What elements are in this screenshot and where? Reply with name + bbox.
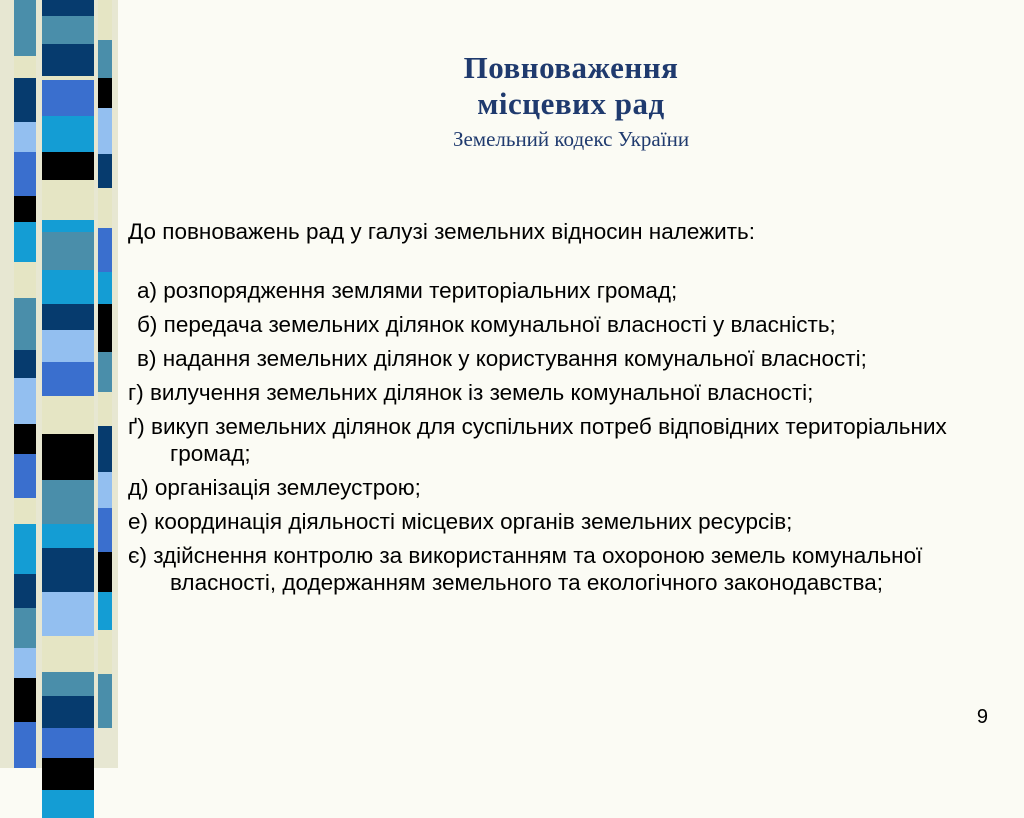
- title-line-2: місцевих рад: [477, 86, 665, 121]
- stripe-column-left: [14, 0, 36, 768]
- list-item-v: в) надання земельних ділянок у користування комунальної власності;: [137, 346, 867, 371]
- stripe-column-main: [42, 0, 94, 768]
- list-item-h: г) вилучення земельних ділянок із земель комунальної власності;: [128, 380, 814, 405]
- stripe-column-right: [98, 0, 112, 768]
- list-item-d: д) організація землеустрою;: [128, 475, 421, 500]
- list-item-g: ґ) викуп земельних ділянок для суспільних потреб відповідних територіальних громад;: [128, 414, 947, 466]
- list-item-ye: є) здійснення контролю за використанням та охороною земель комунальної власності, додержанням земельного та екологічного законодавства;: [128, 543, 923, 595]
- slide-subtitle: Земельний кодекс України: [452, 127, 690, 151]
- slide-title: [118, 50, 1024, 154]
- list-item-e: е) координація діяльності місцевих органів земельних ресурсів;: [128, 509, 793, 534]
- intro-text: До повноважень рад у галузі земельних відносин належить:: [128, 219, 756, 244]
- list-item-b: б) передача земельних ділянок комунальної власності у власність;: [137, 312, 836, 337]
- decorative-stripe-band: [0, 0, 118, 768]
- list-item-a: а) розпорядження землями територіальних громад;: [137, 278, 678, 303]
- slide-body: [128, 218, 1008, 603]
- page-number: 9: [976, 706, 988, 728]
- title-line-1: Повноваження: [463, 50, 679, 85]
